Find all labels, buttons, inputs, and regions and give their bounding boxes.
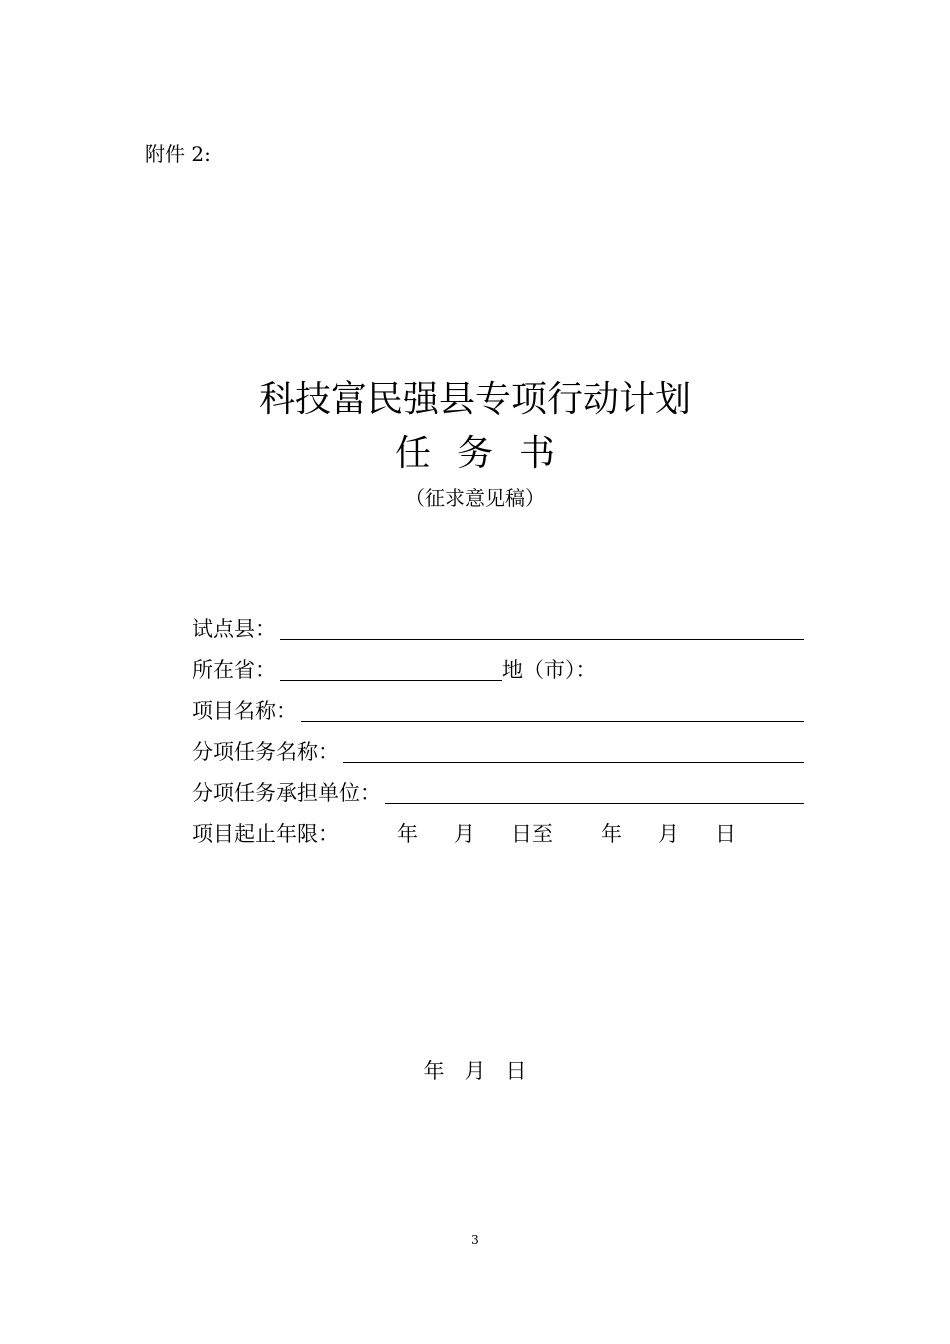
subtask-unit-field[interactable] [385, 773, 804, 804]
attachment-label: 附件 2: [145, 142, 211, 166]
period-end-day: 日 [715, 822, 736, 846]
project-name-row [192, 685, 804, 726]
period-row [192, 808, 804, 849]
subtask-name-row [192, 726, 804, 767]
period-label: 项目起止年限： [192, 822, 339, 846]
signature-month: 月 [464, 1059, 486, 1083]
period-end-month: 月 [658, 822, 679, 846]
period-start-year: 年 [397, 822, 418, 846]
document-title: 科技富民强县专项行动计划 [258, 379, 691, 420]
page-number: 3 [471, 1233, 479, 1247]
subtask-name-label: 分项任务名称： [192, 740, 339, 764]
signature-year: 年 [423, 1059, 445, 1083]
county-label: 试点县： [192, 617, 276, 641]
province-label: 所在省： [192, 658, 276, 682]
province-field[interactable] [280, 650, 502, 681]
county-field[interactable] [280, 609, 804, 640]
subtask-name-field[interactable] [343, 732, 804, 763]
period-start-month: 月 [454, 822, 475, 846]
document-subtitle: 任务书 [394, 433, 581, 474]
signature-day: 日 [505, 1059, 527, 1083]
period-start-day-to: 日至 [511, 822, 553, 846]
signature-date [0, 1056, 950, 1086]
project-name-label: 项目名称： [192, 699, 297, 723]
period-end-year: 年 [601, 822, 622, 846]
city-label: 地（市）： [502, 658, 597, 682]
project-name-field[interactable] [301, 691, 804, 722]
subtask-unit-row [192, 767, 804, 808]
county-row [192, 603, 804, 644]
draft-note: （征求意见稿） [405, 486, 545, 510]
province-row [192, 644, 804, 685]
subtask-unit-label: 分项任务承担单位： [192, 781, 381, 805]
cover-form [192, 603, 804, 849]
